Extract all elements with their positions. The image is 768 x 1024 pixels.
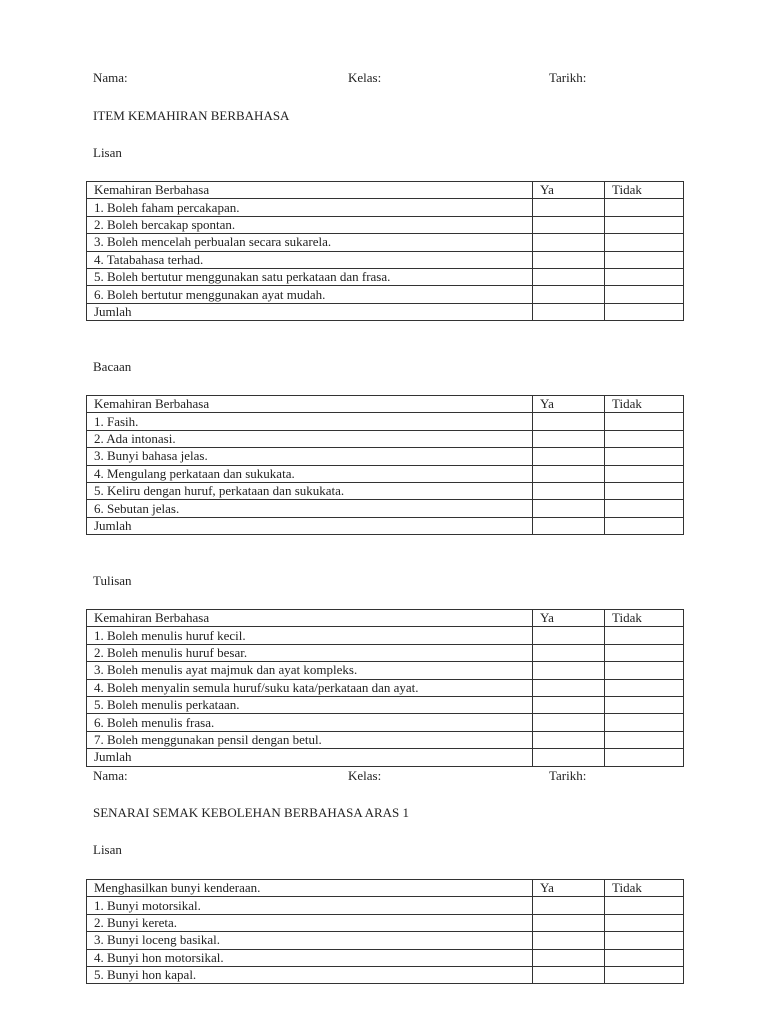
checklist-table-lisan-aras1	[86, 879, 684, 984]
skill-item: 4. Bunyi hon motorsikal.	[87, 949, 533, 966]
table-row	[87, 714, 684, 731]
tidak-cell[interactable]	[605, 914, 684, 931]
total-row	[87, 749, 684, 766]
skill-item: 2. Bunyi kereta.	[87, 914, 533, 931]
ya-cell[interactable]	[533, 932, 605, 949]
checklist-table-tulisan	[86, 609, 684, 767]
tidak-cell[interactable]	[605, 966, 684, 983]
skill-item: 6. Sebutan jelas.	[87, 500, 533, 517]
table-row	[87, 932, 684, 949]
ya-cell[interactable]	[533, 627, 605, 644]
tidak-cell[interactable]	[605, 644, 684, 661]
table-row	[87, 949, 684, 966]
total-row	[87, 517, 684, 534]
tidak-cell[interactable]	[605, 932, 684, 949]
page-title: ITEM KEMAHIRAN BERBAHASA	[93, 108, 290, 123]
skill-item: 5. Boleh menulis perkataan.	[87, 696, 533, 713]
skill-item: 1. Boleh menulis huruf kecil.	[87, 627, 533, 644]
ya-cell[interactable]	[533, 897, 605, 914]
tidak-total-cell[interactable]	[605, 749, 684, 766]
skill-item: 7. Boleh menggunakan pensil dengan betul.	[87, 731, 533, 748]
tidak-total-cell[interactable]	[605, 517, 684, 534]
tidak-cell[interactable]	[605, 500, 684, 517]
tidak-cell[interactable]	[605, 627, 684, 644]
ya-cell[interactable]	[533, 500, 605, 517]
column-header-skill: Kemahiran Berbahasa	[87, 396, 533, 413]
skill-item: 4. Mengulang perkataan dan sukukata.	[87, 465, 533, 482]
table-row	[87, 966, 684, 983]
skill-item: 1. Fasih.	[87, 413, 533, 430]
column-header-ya: Ya	[533, 880, 605, 897]
skill-item: 4. Tatabahasa terhad.	[87, 251, 533, 268]
tidak-cell[interactable]	[605, 897, 684, 914]
skill-item: 4. Boleh menyalin semula huruf/suku kata/perkataan dan ayat.	[87, 679, 533, 696]
skill-item: 2. Ada intonasi.	[87, 430, 533, 447]
tarikh-label: Tarikh:	[549, 70, 587, 85]
tidak-cell[interactable]	[605, 251, 684, 268]
table-row	[87, 216, 684, 233]
ya-cell[interactable]	[533, 268, 605, 285]
ya-cell[interactable]	[533, 413, 605, 430]
nama-label: Nama:	[93, 70, 128, 85]
table-row	[87, 286, 684, 303]
tidak-cell[interactable]	[605, 731, 684, 748]
section-heading-lisan: Lisan	[93, 145, 122, 160]
table-header-row	[87, 396, 684, 413]
ya-cell[interactable]	[533, 482, 605, 499]
ya-cell[interactable]	[533, 696, 605, 713]
section-heading-tulisan: Tulisan	[93, 573, 132, 588]
table-row	[87, 627, 684, 644]
column-header-tidak: Tidak	[605, 880, 684, 897]
ya-cell[interactable]	[533, 679, 605, 696]
column-header-ya: Ya	[533, 182, 605, 199]
skill-item: 2. Boleh bercakap spontan.	[87, 216, 533, 233]
column-header-tidak: Tidak	[605, 182, 684, 199]
table-row	[87, 731, 684, 748]
ya-cell[interactable]	[533, 914, 605, 931]
table-row	[87, 679, 684, 696]
column-header-tidak: Tidak	[605, 610, 684, 627]
tidak-cell[interactable]	[605, 482, 684, 499]
skill-item: 2. Boleh menulis huruf besar.	[87, 644, 533, 661]
tidak-cell[interactable]	[605, 949, 684, 966]
skill-item: 6. Boleh menulis frasa.	[87, 714, 533, 731]
table-row	[87, 413, 684, 430]
ya-cell[interactable]	[533, 430, 605, 447]
ya-cell[interactable]	[533, 286, 605, 303]
column-header-ya: Ya	[533, 610, 605, 627]
table-row	[87, 897, 684, 914]
ya-cell[interactable]	[533, 199, 605, 216]
skill-item: 3. Boleh menulis ayat majmuk dan ayat kompleks.	[87, 662, 533, 679]
checklist-table-bacaan	[86, 395, 684, 535]
table-header-row	[87, 610, 684, 627]
tidak-cell[interactable]	[605, 448, 684, 465]
tidak-cell[interactable]	[605, 679, 684, 696]
table-row	[87, 199, 684, 216]
total-label: Jumlah	[87, 749, 533, 766]
table-header-row	[87, 880, 684, 897]
column-header-skill: Kemahiran Berbahasa	[87, 610, 533, 627]
ya-cell[interactable]	[533, 662, 605, 679]
column-header-ya: Ya	[533, 396, 605, 413]
table-row	[87, 696, 684, 713]
column-header-tidak: Tidak	[605, 396, 684, 413]
table-header-row	[87, 182, 684, 199]
ya-cell[interactable]	[533, 448, 605, 465]
table-row	[87, 448, 684, 465]
column-header-skill: Kemahiran Berbahasa	[87, 182, 533, 199]
ya-cell[interactable]	[533, 251, 605, 268]
skill-item: 5. Keliru dengan huruf, perkataan dan sukukata.	[87, 482, 533, 499]
tidak-cell[interactable]	[605, 413, 684, 430]
ya-cell[interactable]	[533, 216, 605, 233]
table-row	[87, 465, 684, 482]
tidak-cell[interactable]	[605, 696, 684, 713]
tidak-cell[interactable]	[605, 234, 684, 251]
table-row	[87, 430, 684, 447]
kelas-label: Kelas:	[348, 70, 382, 85]
tidak-cell[interactable]	[605, 430, 684, 447]
tidak-cell[interactable]	[605, 465, 684, 482]
skill-item: 5. Boleh bertutur menggunakan satu perkataan dan frasa.	[87, 268, 533, 285]
kelas-label-2: Kelas:	[348, 768, 382, 783]
skill-item: 5. Bunyi hon kapal.	[87, 966, 533, 983]
table-row	[87, 914, 684, 931]
total-label: Jumlah	[87, 517, 533, 534]
ya-total-cell[interactable]	[533, 303, 605, 320]
ya-cell[interactable]	[533, 714, 605, 731]
skill-item: 3. Bunyi bahasa jelas.	[87, 448, 533, 465]
total-row	[87, 303, 684, 320]
table-row	[87, 662, 684, 679]
skill-item: 6. Boleh bertutur menggunakan ayat mudah.	[87, 286, 533, 303]
tidak-total-cell[interactable]	[605, 303, 684, 320]
checklist-table-lisan	[86, 181, 684, 321]
tidak-cell[interactable]	[605, 268, 684, 285]
tidak-cell[interactable]	[605, 662, 684, 679]
table-row	[87, 482, 684, 499]
table-row	[87, 251, 684, 268]
table-row	[87, 234, 684, 251]
table-row	[87, 268, 684, 285]
section-heading-lisan-2: Lisan	[93, 842, 122, 857]
tidak-cell[interactable]	[605, 216, 684, 233]
tidak-cell[interactable]	[605, 286, 684, 303]
column-header-skill: Menghasilkan bunyi kenderaan.	[87, 880, 533, 897]
ya-cell[interactable]	[533, 465, 605, 482]
tidak-cell[interactable]	[605, 714, 684, 731]
table-row	[87, 644, 684, 661]
skill-item: 3. Bunyi loceng basikal.	[87, 932, 533, 949]
total-label: Jumlah	[87, 303, 533, 320]
skill-item: 1. Boleh faham percakapan.	[87, 199, 533, 216]
ya-total-cell[interactable]	[533, 517, 605, 534]
skill-item: 1. Bunyi motorsikal.	[87, 897, 533, 914]
ya-cell[interactable]	[533, 731, 605, 748]
table-row	[87, 500, 684, 517]
ya-cell[interactable]	[533, 949, 605, 966]
skill-item: 3. Boleh mencelah perbualan secara sukarela.	[87, 234, 533, 251]
section-heading-bacaan: Bacaan	[93, 359, 132, 374]
nama-label-2: Nama:	[93, 768, 128, 783]
ya-cell[interactable]	[533, 966, 605, 983]
tarikh-label-2: Tarikh:	[549, 768, 587, 783]
ya-total-cell[interactable]	[533, 749, 605, 766]
tidak-cell[interactable]	[605, 199, 684, 216]
ya-cell[interactable]	[533, 234, 605, 251]
ya-cell[interactable]	[533, 644, 605, 661]
page-title-2: SENARAI SEMAK KEBOLEHAN BERBAHASA ARAS 1	[93, 805, 410, 820]
